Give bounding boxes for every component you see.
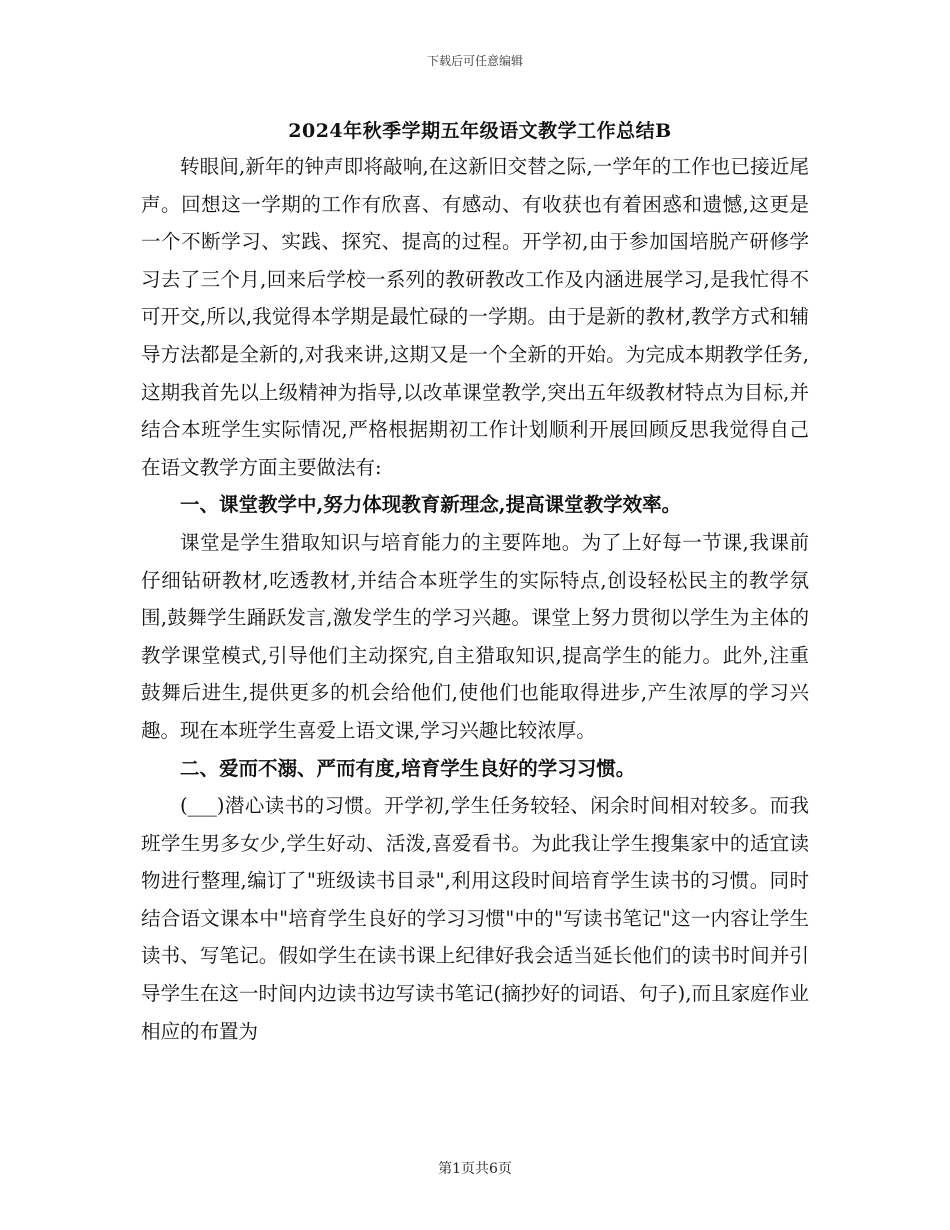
intro-paragraph: 转眼间,新年的钟声即将敲响,在这新旧交替之际,一学年的工作也已接近尾声。回想这一学期的工作有欣喜、有感动、有收获也有着困惑和遗憾,这更是一个不断学习、实践、探究、提高的过程。开学初,由于参加国培脱产研修学习去了三个月,回来后学校一系列的教研教改工作及内涵进展学习,是我忙得不可开交,所以,我觉得本学期是最忙碌的一学期。由于是新的教材,教学方式和辅导方法都是全新的,对我来讲,这期又是一个全新的开始。为完成本期教学任务,这期我首先以上级精神为指导,以改革课堂教学,突出五年级教材特点为目标,并结合本班学生实际情况,严格根据期初工作计划顺利开展回顾反思我觉得自己在语文教学方面主要做法有: [141,155,809,479]
section-heading-1: 一、课堂教学中,努力体现教育新理念,提高课堂教学效率。 [180,493,682,517]
section-2-paragraph: (___)潜心读书的习惯。开学初,学生任务较轻、闲余时间相对较多。而我班学生男多女少,学生好动、活泼,喜爱看书。为此我让学生搜集家中的适宜读物进行整理,编订了"班级读书目录",利用这段时间培育学生读书的习惯。同时结合语文课本中"培育学生良好的学习习惯"中的"写读书笔记"这一内容让学生读书、写笔记。假如学生在读书课上纪律好我会适当延长他们的读书时间并引导学生在这一时间内边读书边写读书笔记(摘抄好的词语、句子),而且家庭作业相应的布置为 [141,794,809,1043]
section-1-paragraph: 课堂是学生猎取知识与培育能力的主要阵地。为了上好每一节课,我课前仔细钻研教材,吃透教材,并结合本班学生的实际特点,创设轻松民主的教学氛围,鼓舞学生踊跃发言,激发学生的学习兴趣。课堂上努力贯彻以学生为主体的教学课堂模式,引导他们主动探究,自主猎取知识,提高学生的能力。此外,注重鼓舞后进生,提供更多的机会给他们,使他们也能取得进步,产生浓厚的学习兴趣。现在本班学生喜爱上语文课,学习兴趣比较浓厚。 [141,530,809,742]
document-title: 2024年秋季学期五年级语文教学工作总结B [288,120,672,142]
page-header-note: 下载后可任意编辑 [426,54,523,68]
section-heading-2: 二、爱而不溺、严而有度,培育学生良好的学习习惯。 [180,756,636,780]
page-number: 第1页共6页 [438,1161,512,1177]
document-body [141,148,809,1050]
